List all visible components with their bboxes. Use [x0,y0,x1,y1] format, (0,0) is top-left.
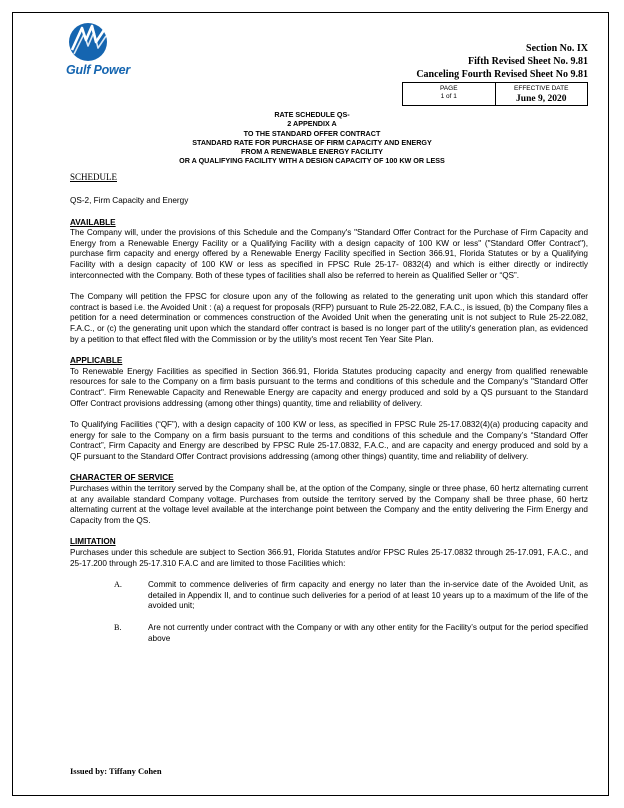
list-item-label: B. [114,623,122,632]
sheet-info-box [402,82,588,106]
logo-text: Gulf Power [66,63,130,77]
title-line: STANDARD RATE FOR PURCHASE OF FIRM CAPACITY AND ENERGY [192,137,432,147]
page-label: PAGE [439,85,458,92]
list-item-text: Are not currently under contract with the Company or with any other entity for the Facility’s output for the period specified above [148,623,588,643]
title-line: FROM A RENEWABLE ENERGY FACILITY [241,147,383,157]
character-paragraph: Purchases within the territory served by the Company shall be, at the option of the Company, single or three phase, 60 hertz alternating current at any available standard Company voltage. Purchases from outside the territory served by the Company shall be three phase, 60 hertz alternating current at the voltage level available at the interchange point between the Company and the entity delivering the Firm Energy and Capacity from the QS. [70,484,588,525]
section-number: Section No. IX [526,43,588,54]
available-heading: AVAILABLE [70,217,116,227]
page-value: 1 of 1 [440,93,457,100]
list-item-text: Commit to commence deliveries of firm capacity and energy no later than the in-service date of the Avoided Unit, as detailed in Appendix II, and to continue such deliveries for a period of at least 10 years up to a maximum of the life of the avoided unit; [148,580,588,611]
applicable-paragraph-1: To Renewable Energy Facilities as specified in Section 366.91, Florida Statutes producing capacity and energy from qualified renewable resources for sale to the Company on a firm basis pursuant to the terms and conditions of this schedule and the Company's "Standard Offer Contract". Firm Renewable Capacity and Renewable Energy are capacity and energy produced and sold by a QS pursuant to the Standard Offer Contract provisions addressing (among other things) quantity, time and reliability of delivery. [70,366,588,408]
applicable-heading: APPLICABLE [70,356,123,366]
schedule-heading: SCHEDULE [70,172,117,182]
document-title [70,110,554,166]
title-line: TO THE STANDARD OFFER CONTRACT [243,128,381,138]
sheet-info [416,42,588,81]
limitation-heading: LIMITATION [70,537,116,547]
title-line: OR A QUALIFYING FACILITY WITH A DESIGN CAPACITY OF 100 KW OR LESS [179,156,445,166]
list-item [114,580,588,612]
available-paragraph-1: The Company will, under the provisions of this Schedule and the Company's "Standard Offer Contract for the Purchase of Firm Capacity and Energy from a Renewable Energy Facility or a Qualifying Facility with a design capacity of 100 KW or less" ("Standard Offer Contract"), purchase firm capacity and energy offered by a Renewable Energy Facility specified in Section 366.91, Florida Statutes or by a Qualifying Facility with a design capacity of 100 KW or less as specified in FPSC Rule 25-17- 0832(4) and which is either directly or indirectly interconnected with the Company. Both of these types of facilities shall also be referred to herein as Qualified Seller or “QS”. [70,228,588,280]
issued-by: Issued by: Tiffany Cohen [70,766,162,776]
limitation-paragraph: Purchases under this schedule are subject to Section 366.91, Florida Statutes and/or FPSC Rules 25-17.0832 through 25-17.091, F.A.C., and 25-17.200 through 25-17.310 F.A.C and are limited to those Facilities which: [70,548,588,568]
list-item-label: A. [114,580,122,590]
title-line: 2 APPENDIX A [287,119,337,129]
effective-date-label: EFFECTIVE DATE [514,85,569,92]
list-item [114,623,588,644]
document-body [70,196,588,644]
title-line: RATE SCHEDULE QS- [274,110,350,119]
character-heading: CHARACTER OF SERVICE [70,473,174,483]
page-cell [403,83,495,105]
revised-sheet: Fifth Revised Sheet No. 9.81 [468,56,588,67]
effective-date-value: June 9, 2020 [516,94,567,104]
available-paragraph-2: The Company will petition the FPSC for closure upon any of the following as related to the generating unit upon which this standard offer contract is based i.e. the Avoided Unit : (a) a request for proposals (RFP) pursuant to Rule 25-22.082, F.A.C., is issued, (b) the Company files a petition for a need determination or commences construction of the Avoided Unit when the generating unit is not subject to Rule 25-22.082, F.A.C., or (c) the generating unit upon which the standard offer contract is based is no longer part of the utility's generation plan, as evidenced by a petition to that effect filed with the Commission or by the utility's most recent Ten Year Site Plan. [70,292,588,344]
schedule-text: QS-2, Firm Capacity and Energy [70,196,189,205]
canceling-sheet: Canceling Fourth Revised Sheet No 9.81 [416,69,588,80]
applicable-paragraph-2: To Qualifying Facilities (“QF”), with a design capacity of 100 KW or less, as specified in FPSC Rule 25-17.0832(4)(a) producing capacity and energy for sale to the Company on a firm basis pursuant to the terms and conditions of this schedule and the Company’s “Standard Offer Contract”, Firm Capacity and Energy are described by FPSC Rule 25-17.0832, F.A.C., and are capacity and energy produced and sold by a QF pursuant to the Standard Offer Contract provisions addressing (among other things) quantity, time and reliability of delivery. [70,420,588,461]
effective-date-cell [495,83,588,105]
